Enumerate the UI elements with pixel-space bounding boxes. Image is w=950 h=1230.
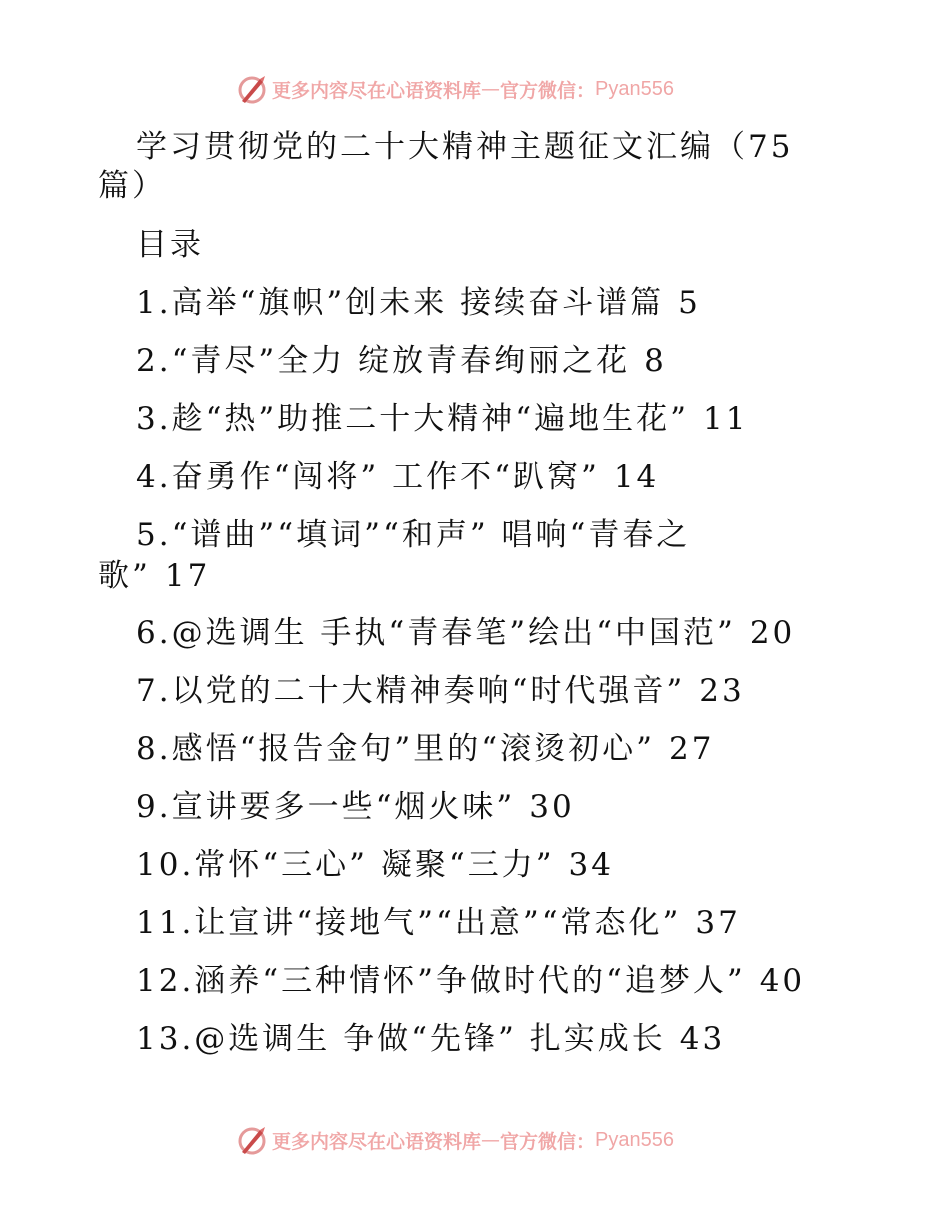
quill-pen-icon [236,73,268,105]
banner-separator: — [481,78,501,100]
toc-item-text: 5.“谱曲”“填词”“和声” 唱响“青春之 [136,517,691,553]
header-banner [236,72,674,106]
toc-item [98,390,898,448]
toc-item [98,836,898,894]
banner-contact-label: 官方微信： [500,79,596,102]
toc-item-page: 43 [679,1021,726,1057]
toc-item-text: 10.常怀“三心” 凝聚“三力” [136,847,555,883]
toc-item [98,662,898,720]
banner-wechat-id: Pyan556 [595,1128,674,1151]
toc-item-text: 4.奋勇作“闯将” 工作不“趴窝” [136,459,600,495]
toc-heading: 目录 [136,227,204,263]
quill-pen-icon [236,1124,268,1156]
document-title: 学习贯彻党的二十大精神主题征文汇编（75 [136,129,794,165]
toc-item [98,720,898,778]
toc-item-page: 8 [644,343,667,379]
toc-item-page: 34 [568,847,614,883]
toc-item-text: 6.@选调生 手执“青春笔”绘出“中国范” [136,615,736,651]
toc-item [98,894,898,952]
toc-item-text: 13.@选调生 争做“先锋” 扎实成长 [136,1021,666,1057]
toc-item [98,274,898,332]
toc-item-page: 30 [529,789,575,825]
toc-item-text: 8.感悟“报告金句”里的“滚烫初心” [136,731,655,767]
banner-slogan: 更多内容尽在心语资料库 [272,1130,482,1153]
toc-item-page: 11 [702,401,749,437]
toc-item-page: 40 [759,963,806,999]
toc-item [98,448,898,506]
toc-item [98,952,898,1010]
toc-item-text: 1.高举“旗帜”创未来 接续奋斗谱篇 [136,285,665,321]
toc-item-text: 12.涵养“三种情怀”争做时代的“追梦人” [136,963,746,999]
banner-separator: — [481,1129,501,1151]
toc-item [98,604,898,662]
toc-item-text: 9.宣讲要多一些“烟火味” [136,789,516,825]
toc-item-page: 37 [695,905,741,941]
toc-item-page: 5 [678,285,701,321]
toc-item-text: 歌” [98,558,151,594]
document-body [98,118,898,1068]
toc-item-text: 3.趁“热”助推二十大精神“遍地生花” [136,401,689,437]
toc-item [98,1010,898,1068]
toc-item-text: 7.以党的二十大精神奏响“时代强音” [136,673,686,709]
document-title-continuation: 篇） [98,168,166,204]
toc-item-page: 14 [613,459,660,495]
toc-item [98,332,898,390]
toc-item-page: 23 [699,673,745,709]
banner-wechat-id: Pyan556 [595,77,674,100]
toc-item-text: 2.“青尽”全力 绽放青春绚丽之花 [136,343,631,379]
toc-item [98,778,898,836]
footer-banner [236,1123,674,1157]
banner-slogan: 更多内容尽在心语资料库 [272,79,482,102]
banner-contact-label: 官方微信： [500,1130,596,1153]
toc-item-text: 11.让宣讲“接地气”“出意”“常态化” [136,905,682,941]
toc-item-page: 27 [668,731,715,767]
toc-item-page: 20 [749,615,796,651]
toc-item-page: 17 [164,558,211,594]
